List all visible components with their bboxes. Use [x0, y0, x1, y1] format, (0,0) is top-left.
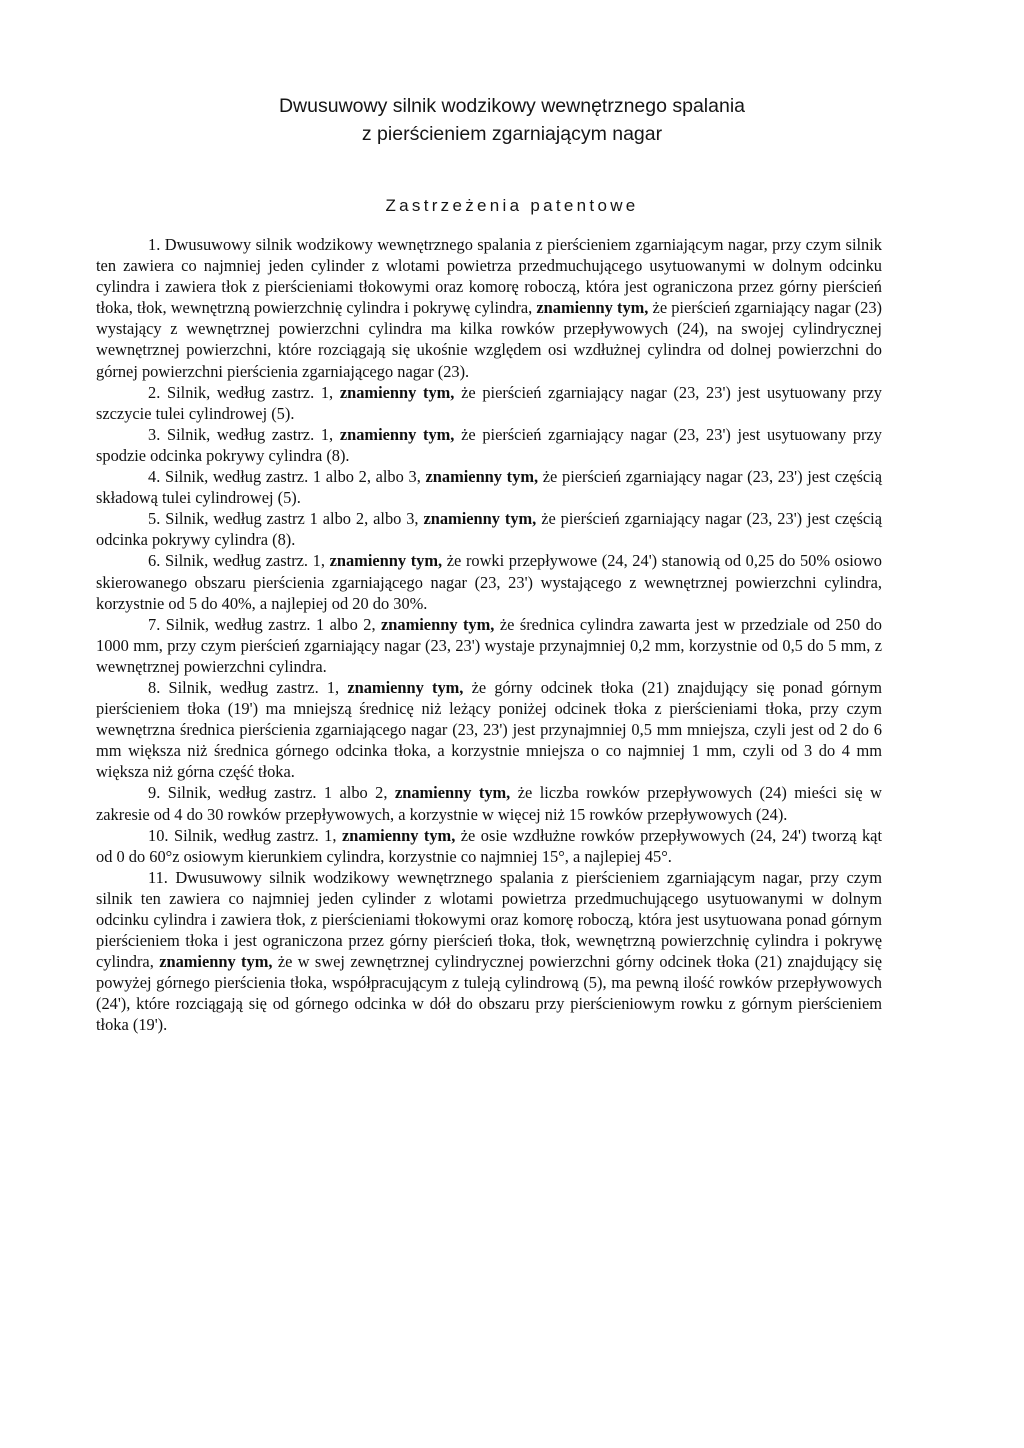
claim-11: 11. Dwusuwowy silnik wodzikowy wewnętrznego spalania z pierścieniem zgarniającym nagar, przy czym silnik ten zawiera co najmniej jeden cylinder z wlotami powietrza przedmuchującego usytuowanymi w dolnym odcinku cylindra i zawiera tłok, z pierścieniami tłokowymi oraz komorę roboczą, która jest usytuowana ponad górnym pierścieniem tłoka i jest ograniczona przez górny pierścień tłoka, tłok, wewnętrzną powierzchnię cylindra i pokrywę cylindra, znamienny tym, że w swej zewnętrznej cylindrycznej powierzchni górny odcinek tłoka (21) znajdujący się powyżej górnego pierścienia tłoka, współpracującym z tuleją cylindrową (5), ma pewną ilość rowków przepływowych (24'), które rozciągają się od górnego odcinka w dół do obszaru przy pierścieniowym rowku z górnym pierścieniem tłoka (19'). [96, 867, 883, 1035]
claim-text: Silnik, według zastrz. 1, [166, 382, 334, 402]
claim-number: 1 [148, 235, 157, 254]
claim-characterizing-phrase: znamienny tym, [329, 551, 443, 571]
claim-number: 3 [148, 424, 157, 444]
claim-7: 7. Silnik, według zastrz. 1 albo 2, znamienny tym, że średnica cylindra zawarta jest w przedziale od 250 do 1000 mm, przy czym pierścień zgarniający nagar (23, 23') wystaje przynajmniej 0,2 mm, korzystnie od 0,5 do 5 mm, z wewnętrznej powierzchni cylindra. [96, 614, 882, 676]
claim-number: 9 [148, 783, 157, 803]
claim-number: 5 [148, 509, 157, 529]
claim-number: 6 [148, 551, 157, 571]
claim-characterizing-phrase: znamienny tym, [347, 677, 464, 697]
claim-6: 6. Silnik, według zastrz. 1, znamienny tym, że rowki przepływowe (24, 24') stanowią od 0,25 do 50% osiowo skierowanego obszaru pierścienia zgarniającego nagar (23, 23') wystającego z wewnętrznej powierzchni cylindra, korzystnie od 5 do 40%, a najlepiej od 20 do 30%. [96, 551, 883, 613]
claim-1: 1. Dwusuwowy silnik wodzikowy wewnętrznego spalania z pierścieniem zgarniającym nagar, przy czym silnik ten zawiera co najmniej jeden cylinder z wlotami powietrza przedmuchującego usytuowanymi w dolnym odcinku cylindra i zawiera tłok z pierścieniami tłokowymi oraz komorę roboczą, która jest ograniczona przez górny pierścień tłoka, tłok, wewnętrzną powierzchnię cylindra i pokrywę cylindra, znamienny tym, że pierścień zgarniający nagar (23) wystający z wewnętrznej powierzchni cylindra ma kilka rowków przepływowych (24), na swojej cylindrycznej wewnętrznej powierzchni, które rozciągają się ukośnie względem osi wzdłużnej cylindra od dolnej powierzchni do górnej powierzchni pierścienia zgarniającego nagar (23). [96, 235, 882, 381]
claim-characterizing-phrase: znamienny tym, [341, 825, 456, 845]
claim-text: że średnica cylindra zawarta jest w przedziale od 250 do 1000 mm, przy czym pierścień zgarniający nagar (23, 23') wystaje przynajmniej 0,2 mm, korzystnie od 0,5 do 5 mm, z wewnętrznej powierzchni cylindra. [96, 614, 882, 676]
claim-characterizing-phrase: znamienny tym, [159, 952, 273, 972]
claim-text: Silnik, według zastrz 1 albo 2, albo 3, [165, 509, 419, 529]
claim-characterizing-phrase: znamienny tym, [381, 614, 495, 634]
claim-9: 9. Silnik, według zastrz. 1 albo 2, znamienny tym, że liczba rowków przepływowych (24) mieści się w zakresie od 4 do 30 rowków przepływowych, a korzystnie w więcej niż 15 rowków przepływowych (24). [96, 783, 882, 824]
claim-3: 3. Silnik, według zastrz. 1, znamienny tym, że pierścień zgarniający nagar (23, 23') jest usytuowany przy spodzie odcinka pokrywy cylindra (8). [96, 424, 882, 465]
claim-text: Silnik, według zastrz. 1, [164, 551, 325, 571]
claim-text: Silnik, według zastrz. 1, [173, 825, 337, 845]
document-title [0, 92, 1024, 148]
section-heading: Zastrzeżenia patentowe [385, 196, 639, 215]
claim-text: Silnik, według zastrz. 1, [168, 677, 340, 697]
claim-4: 4. Silnik, według zastrz. 1 albo 2, albo 3, znamienny tym, że pierścień zgarniający nagar (23, 23') jest częścią składową tulei cylindrowej (5). [96, 467, 883, 508]
title-line-2: z pierścieniem zgarniającym nagar [361, 123, 663, 145]
claim-8: 8. Silnik, według zastrz. 1, znamienny tym, że górny odcinek tłoka (21) znajdujący się ponad górnym pierścieniem tłoka (19') ma mniejszą średnicę niż leżący poniżej odcinek tłoka z pierścieniami tłoka, przy czym wewnętrzna średnica pierścienia zgarniającego nagar (23, 23') jest przynajmniej 0,5 mm mniejsza, czyli jest od 2 do 6 mm większa niż średnica górnego odcinka tłoka, a korzystnie mniejsza o co najmniej 1 mm, czyli od 3 do 4 mm większa niż górna część tłoka. [96, 677, 882, 782]
claim-10: 10. Silnik, według zastrz. 1, znamienny tym, że osie wzdłużne rowków przepływowych (24, 24') tworzą kąt od 0 do 60°z osiowym kierunkiem cylindra, korzystnie co najmniej 15°, a najlepiej 45°. [96, 825, 882, 866]
claim-text: Silnik, według zastrz. 1, [166, 424, 334, 444]
claim-text: że pierścień zgarniający nagar (23, 23') jest częścią odcinka pokrywy cylindra (8). [96, 509, 882, 550]
claim-2: 2. Silnik, według zastrz. 1, znamienny tym, że pierścień zgarniający nagar (23, 23') jest usytuowany przy szczycie tulei cylindrowej (5). [96, 382, 882, 423]
claim-characterizing-phrase: znamienny tym, [536, 298, 649, 318]
claim-characterizing-phrase: znamienny tym, [339, 382, 455, 402]
claim-text: Dwusuwowy silnik wodzikowy wewnętrznego spalania z pierścieniem zgarniającym nagar, przy czym silnik ten zawiera co najmniej jeden cylinder z wlotami powietrza przedmuchującego usytuowanymi w dolnym odcinku cylindra i zawiera tłok z pierścieniami tłokowymi oraz komorę roboczą, która jest ograniczona przez górny pierścień tłoka, tłok, wewnętrzną powierzchnię cylindra i pokrywę cylindra, [96, 235, 882, 318]
claim-characterizing-phrase: znamienny tym, [425, 467, 539, 487]
claim-number: 2 [148, 382, 157, 402]
claim-5: 5. Silnik, według zastrz 1 albo 2, albo 3, znamienny tym, że pierścień zgarniający nagar (23, 23') jest częścią odcinka pokrywy cylindra (8). [96, 509, 882, 550]
claim-text: że rowki przepływowe (24, 24') stanowią od 0,25 do 50% osiowo skierowanego obszaru pierścienia zgarniającego nagar (23, 23') wystającego z wewnętrznej powierzchni cylindra, korzystnie od 5 do 40%, a najlepiej od 20 do 30%. [96, 551, 883, 613]
claim-text: że górny odcinek tłoka (21) znajdujący się ponad górnym pierścieniem tłoka (19') ma mniejszą średnicę niż leżący poniżej odcinek tłoka z pierścieniami tłoka, przy czym wewnętrzna średnica pierścienia zgarniającego nagar (23, 23') jest przynajmniej 0,5 mm mniejsza, czyli jest od 2 do 6 mm większa niż średnica górnego odcinka tłoka, a korzystnie mniejsza o co najmniej 1 mm, czyli od 3 do 4 mm większa niż górna część tłoka. [96, 677, 882, 782]
claim-number: 10 [148, 825, 165, 845]
claim-number: 11 [148, 867, 164, 887]
claims-list [96, 234, 882, 1036]
claim-text: Dwusuwowy silnik wodzikowy wewnętrznego spalania z pierścieniem zgarniającym nagar, przy czym silnik ten zawiera co najmniej jeden cylinder z wlotami powietrza przedmuchującego usytuowanymi w dolnym odcinku cylindra i zawiera tłok, z pierścieniami tłokowymi oraz komorę roboczą, która jest usytuowana ponad górnym pierścieniem tłoka i jest ograniczona przez górny pierścień tłoka, tłok, wewnętrzną powierzchnię cylindra i pokrywę cylindra, [96, 867, 882, 972]
claim-text: że pierścień zgarniający nagar (23) wystający z wewnętrznej powierzchni cylindra ma kilka rowków przepływowych (24), na swojej cylindrycznej wewnętrznej powierzchni, które rozciągają się ukośnie względem osi wzdłużnej cylindra od dolnej powierzchni do górnej powierzchni pierścienia zgarniającego nagar (23). [96, 298, 882, 381]
claim-text: że pierścień zgarniający nagar (23, 23') jest usytuowany przy spodzie odcinka pokrywy cylindra (8). [96, 424, 882, 465]
title-line-1: Dwusuwowy silnik wodzikowy wewnętrznego spalania [278, 95, 746, 117]
claim-number: 7 [148, 614, 157, 634]
claim-text: że osie wzdłużne rowków przepływowych (24, 24') tworzą kąt od 0 do 60°z osiowym kierunkiem cylindra, korzystnie co najmniej 15°, a najlepiej 45°. [96, 825, 882, 866]
claim-number: 4 [148, 467, 157, 487]
claim-characterizing-phrase: znamienny tym, [394, 783, 511, 803]
claim-text: Silnik, według zastrz. 1 albo 2, [167, 783, 388, 803]
claim-text: Silnik, według zastrz. 1 albo 2, [165, 614, 376, 634]
claim-characterizing-phrase: znamienny tym, [423, 509, 537, 529]
claim-number: 8 [148, 677, 157, 697]
claim-text: że w swej zewnętrznej cylindrycznej powierzchni górny odcinek tłoka (21) znajdujący się powyżej górnego pierścienia tłoka, współpracującym z tuleją cylindrową (5), ma pewną ilość rowków przepływowych (24'), które rozciągają się od górnego odcinka w dół do obszaru przy pierścieniowym rowku z górnym pierścieniem tłoka (19'). [96, 952, 883, 1035]
claim-text: że liczba rowków przepływowych (24) mieści się w zakresie od 4 do 30 rowków przepływowych, a korzystnie w więcej niż 15 rowków przepływowych (24). [96, 783, 882, 824]
claim-characterizing-phrase: znamienny tym, [339, 424, 455, 444]
claim-text: że pierścień zgarniający nagar (23, 23') jest częścią składową tulei cylindrowej (5). [96, 467, 883, 508]
claim-text: że pierścień zgarniający nagar (23, 23') jest usytuowany przy szczycie tulei cylindrowej (5). [96, 382, 882, 423]
claim-text: Silnik, według zastrz. 1 albo 2, albo 3, [164, 467, 421, 487]
